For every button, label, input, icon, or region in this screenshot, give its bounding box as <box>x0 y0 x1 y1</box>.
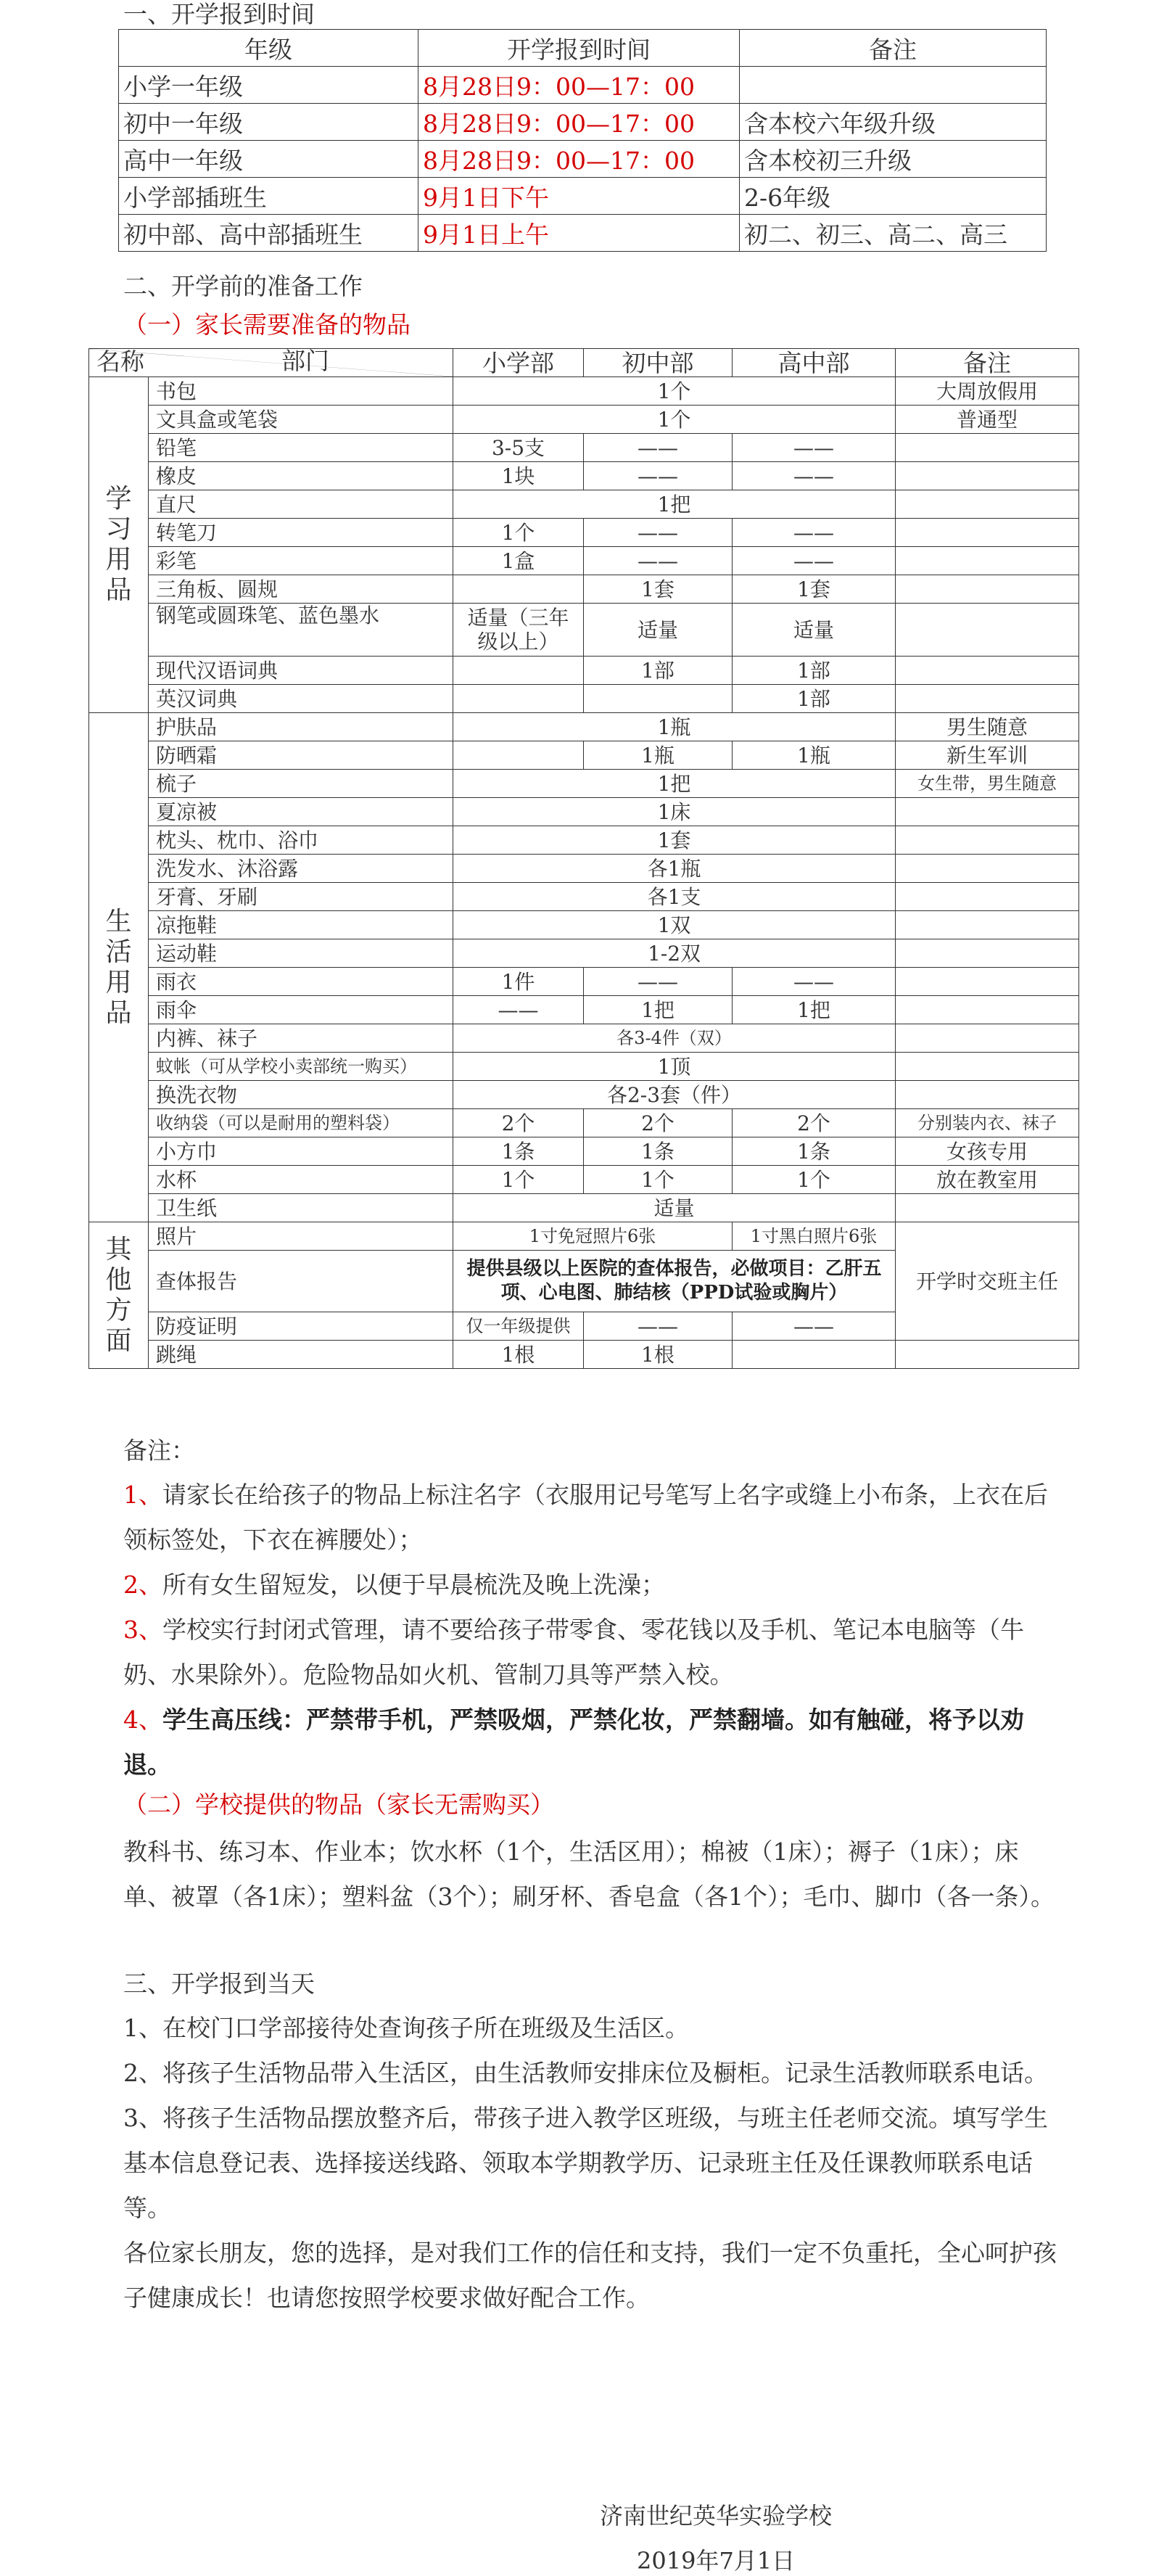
item-note <box>896 883 1079 911</box>
item-value: 提供县级以上医院的查体报告，必做项目：乙肝五项、心电图、肺结核（PPD试验或胸片） <box>453 1251 896 1312</box>
provided-items-text: 教科书、练习本、作业本；饮水杯（1个，生活区用）；棉被（1床）；褥子（1床）；床单、被罩（各1床）；塑料盆（3个）；刷牙杯、香皂盒（各1个）；毛巾、脚巾（各一条）。 <box>123 1838 1055 1911</box>
item-name: 彩笔 <box>149 547 453 575</box>
item-note <box>896 798 1079 826</box>
item-name: 卫生纸 <box>149 1194 453 1222</box>
time-cell: 8月28日9：00—17：00 <box>418 141 740 178</box>
table-row <box>89 1341 1079 1369</box>
item-note: 普通型 <box>896 406 1079 434</box>
time-cell: 8月28日9：00—17：00 <box>418 104 740 141</box>
table-row <box>119 67 1047 104</box>
item-note: 男生随意 <box>896 713 1079 741</box>
table-row <box>89 604 1079 657</box>
table-row <box>89 406 1079 434</box>
item-name: 牙膏、牙刷 <box>149 883 453 911</box>
item-name: 内裤、袜子 <box>149 1024 453 1053</box>
item-note: 分别装内衣、袜子 <box>896 1109 1079 1137</box>
item-junior: —— <box>584 519 733 547</box>
item-value: 1双 <box>453 911 896 939</box>
closing-text: 各位家长朋友，您的选择，是对我们工作的信任和支持，我们一定不负重托，全心呵护孩子健康成长！也请您按照学校要求做好配合工作。 <box>123 2239 1057 2312</box>
note-text: 学校实行封闭式管理，请不要给孩子带零食、零花钱以及手机、笔记本电脑等（牛奶、水果除外）。危险物品如火机、管制刀具等严禁入校。 <box>123 1616 1024 1689</box>
table-row <box>89 713 1079 741</box>
item-primary: —— <box>453 996 584 1024</box>
item-primary <box>453 657 584 685</box>
table-row <box>89 1137 1079 1166</box>
table-row <box>89 434 1079 462</box>
school-name: 济南世纪英华实验学校 <box>600 2502 833 2530</box>
item-primary: 1块 <box>453 462 584 490</box>
item-senior: 1部 <box>733 685 896 713</box>
item-primary <box>453 575 584 604</box>
table-row <box>89 547 1079 575</box>
item-primary: 1盒 <box>453 547 584 575</box>
table-row <box>89 939 1079 968</box>
item-junior <box>584 685 733 713</box>
table-row <box>89 657 1079 685</box>
header-dept: 部门 <box>281 347 329 375</box>
item-junior: 1个 <box>584 1166 733 1194</box>
item-value: 各1瓶 <box>453 855 896 883</box>
item-primary: 1条 <box>453 1137 584 1166</box>
item-name: 枕头、枕巾、浴巾 <box>149 826 453 855</box>
item-name: 直尺 <box>149 490 453 519</box>
item-primary <box>453 741 584 770</box>
table-row <box>119 141 1047 178</box>
item-name: 照片 <box>149 1222 453 1251</box>
item-primary: 1根 <box>453 1341 584 1369</box>
item-senior: 适量 <box>733 604 896 657</box>
item-note <box>896 604 1079 657</box>
item-name: 收纳袋（可以是耐用的塑料袋） <box>149 1109 453 1137</box>
grade-cell: 高中一年级 <box>119 141 418 178</box>
item-senior: —— <box>733 434 896 462</box>
header-grade: 年级 <box>119 30 418 67</box>
item-junior: —— <box>584 547 733 575</box>
note-item <box>123 1608 1059 1698</box>
category-study: 学习用品 <box>89 377 149 713</box>
header-time: 开学报到时间 <box>418 30 740 67</box>
table-row <box>89 798 1079 826</box>
note-text: 所有女生留短发，以便于早晨梳洗及晚上洗澡； <box>162 1571 665 1599</box>
item-name: 文具盒或笔袋 <box>149 406 453 434</box>
item-senior <box>733 1341 896 1369</box>
item-value: 1个 <box>453 406 896 434</box>
item-value: 1床 <box>453 798 896 826</box>
other-note: 开学时交班主任 <box>896 1222 1079 1341</box>
item-value: 1瓶 <box>453 713 896 741</box>
item-note: 新生军训 <box>896 741 1079 770</box>
notes-list <box>123 1473 1059 1787</box>
item-name: 雨衣 <box>149 968 453 996</box>
table-row <box>89 1081 1079 1109</box>
item-senior: 1条 <box>733 1137 896 1166</box>
item-junior: 1条 <box>584 1137 733 1166</box>
header-note: 备注 <box>896 349 1079 377</box>
item-junior: —— <box>584 434 733 462</box>
step-item: 3、将孩子生活物品摆放整齐后，带孩子进入教学区班级，与班主任老师交流。填写学生基本信息登记表、选择接送线路、领取本学期教学历、记录班主任及任课教师联系电话等。 <box>123 2104 1048 2222</box>
item-value: 1个 <box>453 377 896 406</box>
table-row <box>89 575 1079 604</box>
note-number: 3、 <box>123 1616 162 1644</box>
table-row <box>89 770 1079 798</box>
item-name: 洗发水、沐浴露 <box>149 855 453 883</box>
item-note <box>896 1024 1079 1053</box>
item-name: 书包 <box>149 377 453 406</box>
registration-steps <box>123 2006 1059 2321</box>
header-name: 名称 <box>96 347 144 376</box>
registration-time-table <box>118 29 1047 252</box>
table-row <box>89 377 1079 406</box>
item-note <box>896 1194 1079 1222</box>
category-life: 生活用品 <box>89 713 149 1222</box>
note-text: 学生高压线：严禁带手机，严禁吸烟，严禁化妆，严禁翻墙。如有触碰，将予以劝退。 <box>123 1705 1024 1779</box>
item-note <box>896 1053 1079 1081</box>
item-junior: 2个 <box>584 1109 733 1137</box>
time-cell: 9月1日上午 <box>418 215 740 252</box>
item-primary: 1件 <box>453 968 584 996</box>
note-cell: 含本校初三升级 <box>740 141 1047 178</box>
item-value: 1套 <box>453 826 896 855</box>
section-2-subtitle-2: （二）学校提供的物品（家长无需购买） <box>123 1790 554 1819</box>
item-junior: —— <box>584 968 733 996</box>
item-primary: 2个 <box>453 1109 584 1137</box>
item-name: 运动鞋 <box>149 939 453 968</box>
header-senior: 高中部 <box>733 349 896 377</box>
item-junior: 1瓶 <box>584 741 733 770</box>
item-note <box>896 547 1079 575</box>
step-item: 1、在校门口学部接待处查询孩子所在班级及生活区。 <box>123 2014 689 2042</box>
table-row <box>119 104 1047 141</box>
item-name: 转笔刀 <box>149 519 453 547</box>
item-value: 1-2双 <box>453 939 896 968</box>
item-name: 铅笔 <box>149 434 453 462</box>
item-note: 女孩专用 <box>896 1137 1079 1166</box>
item-name: 三角板、圆规 <box>149 575 453 604</box>
time-cell: 8月28日9：00—17：00 <box>418 67 740 104</box>
item-senior: —— <box>733 547 896 575</box>
item-senior: 1个 <box>733 1166 896 1194</box>
table-row <box>89 1222 1079 1251</box>
grade-cell: 小学部插班生 <box>119 178 418 215</box>
item-name: 英汉词典 <box>149 685 453 713</box>
table-row <box>89 1194 1079 1222</box>
item-senior: 2个 <box>733 1109 896 1137</box>
step-item: 2、将孩子生活物品带入生活区，由生活教师安排床位及橱柜。记录生活教师联系电话。 <box>123 2059 1048 2087</box>
item-name: 梳子 <box>149 770 453 798</box>
item-senior: 1把 <box>733 996 896 1024</box>
note-cell <box>740 67 1047 104</box>
item-name: 换洗衣物 <box>149 1081 453 1109</box>
item-note <box>896 490 1079 519</box>
item-note <box>896 657 1079 685</box>
item-senior: —— <box>733 519 896 547</box>
item-name: 蚊帐（可从学校小卖部统一购买） <box>149 1053 453 1081</box>
item-primary: 仅一年级提供 <box>453 1312 584 1341</box>
item-senior: —— <box>733 462 896 490</box>
item-junior: —— <box>584 462 733 490</box>
item-note <box>896 1341 1079 1369</box>
item-primary <box>453 685 584 713</box>
item-primary: 1个 <box>453 1166 584 1194</box>
item-junior: 1把 <box>584 996 733 1024</box>
table-header-row <box>89 349 1079 377</box>
header-note: 备注 <box>740 30 1047 67</box>
note-number: 1、 <box>123 1481 162 1509</box>
note-number: 4、 <box>123 1705 162 1734</box>
item-note <box>896 968 1079 996</box>
item-junior: —— <box>584 1312 733 1341</box>
section-2-title: 二、开学前的准备工作 <box>123 272 363 300</box>
item-note <box>896 575 1079 604</box>
table-row <box>89 1109 1079 1137</box>
section-2-subtitle-1: （一）家长需要准备的物品 <box>123 310 411 339</box>
table-row <box>89 855 1079 883</box>
item-primary: 适量（三年级以上） <box>453 604 584 657</box>
item-note: 放在教室用 <box>896 1166 1079 1194</box>
note-item <box>123 1563 1059 1608</box>
table-row <box>89 519 1079 547</box>
header-primary: 小学部 <box>453 349 584 377</box>
item-value: 各2-3套（件） <box>453 1081 896 1109</box>
item-name: 跳绳 <box>149 1341 453 1369</box>
grade-cell: 初中部、高中部插班生 <box>119 215 418 252</box>
item-primary: 3-5支 <box>453 434 584 462</box>
item-value: 1顶 <box>453 1053 896 1081</box>
table-row <box>119 178 1047 215</box>
item-senior: —— <box>733 968 896 996</box>
table-row <box>89 685 1079 713</box>
table-row <box>89 1053 1079 1081</box>
note-cell: 含本校六年级升级 <box>740 104 1047 141</box>
item-junior: 适量 <box>584 604 733 657</box>
issue-date: 2019年7月1日 <box>637 2547 796 2575</box>
table-row <box>89 741 1079 770</box>
item-name: 查体报告 <box>149 1251 453 1312</box>
item-note <box>896 462 1079 490</box>
item-name: 防疫证明 <box>149 1312 453 1341</box>
item-note: 女生带，男生随意 <box>896 770 1079 798</box>
header-junior: 初中部 <box>584 349 733 377</box>
item-senior: 1瓶 <box>733 741 896 770</box>
category-other: 其他方面 <box>89 1222 149 1369</box>
item-name: 夏凉被 <box>149 798 453 826</box>
item-note <box>896 1081 1079 1109</box>
item-value: 1把 <box>453 770 896 798</box>
item-senior: 1套 <box>733 575 896 604</box>
item-note <box>896 939 1079 968</box>
item-note <box>896 855 1079 883</box>
item-name: 防晒霜 <box>149 741 453 770</box>
section-3-title: 三、开学报到当天 <box>123 1970 315 1998</box>
item-note <box>896 911 1079 939</box>
item-name: 水杯 <box>149 1166 453 1194</box>
grade-cell: 初中一年级 <box>119 104 418 141</box>
item-junior: 1套 <box>584 575 733 604</box>
item-name: 小方巾 <box>149 1137 453 1166</box>
item-senior: 1寸黑白照片6张 <box>733 1222 896 1251</box>
table-row <box>89 490 1079 519</box>
supplies-table <box>88 348 1079 1369</box>
item-value: 1寸免冠照片6张 <box>453 1222 733 1251</box>
item-note: 大周放假用 <box>896 377 1079 406</box>
item-name: 凉拖鞋 <box>149 911 453 939</box>
item-name: 橡皮 <box>149 462 453 490</box>
time-cell: 9月1日下午 <box>418 178 740 215</box>
note-cell: 初二、初三、高二、高三 <box>740 215 1047 252</box>
table-row <box>89 826 1079 855</box>
table-row <box>119 215 1047 252</box>
item-note <box>896 685 1079 713</box>
note-number: 2、 <box>123 1571 162 1599</box>
item-senior: 1部 <box>733 657 896 685</box>
note-text: 请家长在给孩子的物品上标注名字（衣服用记号笔写上名字或缝上小布条，上衣在后领标签处，下衣在裤腰处）； <box>123 1481 1048 1554</box>
table-row <box>89 1166 1079 1194</box>
diagonal-header-cell <box>89 349 453 377</box>
item-primary: 1个 <box>453 519 584 547</box>
grade-cell: 小学一年级 <box>119 67 418 104</box>
item-value: 适量 <box>453 1194 896 1222</box>
section-1-title: 一、开学报到时间 <box>123 0 315 28</box>
item-value: 1把 <box>453 490 896 519</box>
table-header-row <box>119 30 1047 67</box>
item-value: 各3-4件（双） <box>453 1024 896 1053</box>
table-row <box>89 968 1079 996</box>
note-item <box>123 1698 1059 1787</box>
table-row <box>89 911 1079 939</box>
item-name: 钢笔或圆珠笔、蓝色墨水 <box>149 604 453 657</box>
item-name: 护肤品 <box>149 713 453 741</box>
item-note <box>896 434 1079 462</box>
item-name: 现代汉语词典 <box>149 657 453 685</box>
item-junior: 1部 <box>584 657 733 685</box>
table-row <box>89 462 1079 490</box>
item-value: 各1支 <box>453 883 896 911</box>
item-name: 雨伞 <box>149 996 453 1024</box>
item-senior: —— <box>733 1312 896 1341</box>
note-cell: 2-6年级 <box>740 178 1047 215</box>
table-row <box>89 1024 1079 1053</box>
item-note <box>896 826 1079 855</box>
item-junior: 1根 <box>584 1341 733 1369</box>
table-row <box>89 883 1079 911</box>
note-item <box>123 1473 1059 1563</box>
item-note <box>896 996 1079 1024</box>
item-note <box>896 519 1079 547</box>
notes-title: 备注： <box>123 1436 195 1465</box>
table-row <box>89 996 1079 1024</box>
